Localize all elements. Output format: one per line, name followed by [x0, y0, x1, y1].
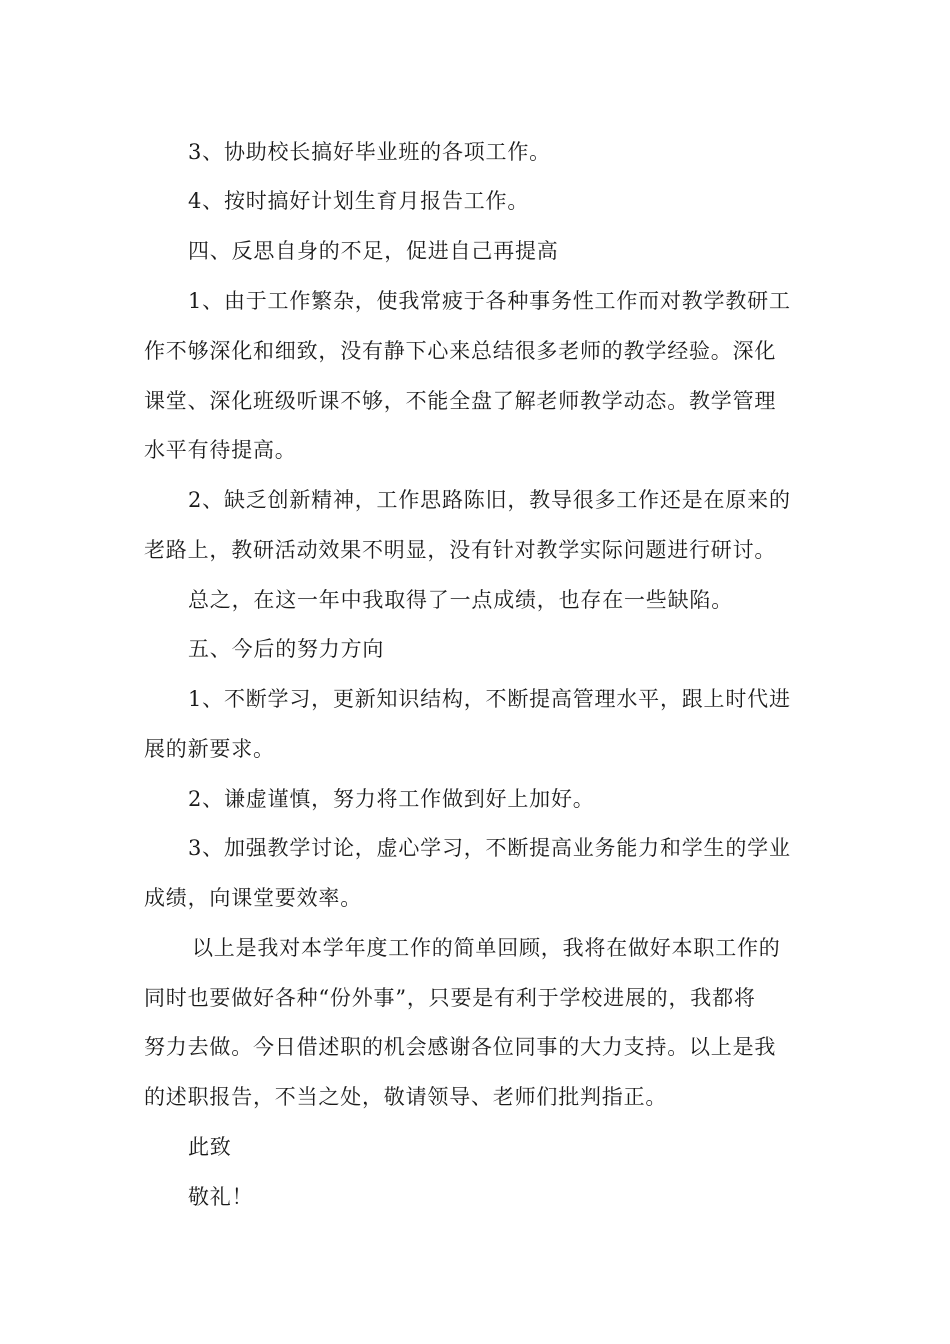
- paragraph-line: 的述职报告，不当之处，敬请领导、老师们批判指正。: [144, 1085, 668, 1109]
- paragraph-line: 成绩，向课堂要效率。: [144, 886, 362, 910]
- paragraph-summary: 总之，在这一年中我取得了一点成绩，也存在一些缺陷。: [188, 588, 733, 612]
- section-heading-future: 五、今后的努力方向: [188, 637, 385, 661]
- list-item-family-planning: 4、按时搞好计划生育月报告工作。: [188, 189, 530, 213]
- paragraph-line: 同时也要做好各种“份外事”，只要是有利于学校进展的，我都将: [144, 986, 756, 1010]
- paragraph-line: 作不够深化和细致，没有静下心来总结很多老师的教学经验。深化: [144, 339, 777, 363]
- paragraph-line: 2、缺乏创新精神，工作思路陈旧，教导很多工作还是在原来的: [188, 488, 791, 512]
- paragraph-line: 1、由于工作繁杂，使我常疲于各种事务性工作而对教学教研工: [188, 289, 791, 313]
- paragraph-line: 3、加强教学讨论，虚心学习，不断提高业务能力和学生的学业: [188, 836, 791, 860]
- paragraph-line: 2、谦虚谨慎，努力将工作做到好上加好。: [188, 787, 595, 811]
- list-item-assist-principal: 3、协助校长搞好毕业班的各项工作。: [188, 140, 551, 164]
- paragraph-line: 水平有待提高。: [144, 438, 297, 462]
- salutation-line: 敬礼！: [188, 1185, 254, 1209]
- paragraph-line: 1、不断学习，更新知识结构，不断提高管理水平，跟上时代进: [188, 687, 791, 711]
- paragraph-line: 展的新要求。: [144, 737, 275, 761]
- closing-line: 此致: [188, 1135, 232, 1159]
- paragraph-line: 以上是我对本学年度工作的简单回顾，我将在做好本职工作的: [192, 936, 781, 960]
- section-heading-reflection: 四、反思自身的不足，促进自己再提高: [188, 239, 559, 263]
- paragraph-line: 努力去做。今日借述职的机会感谢各位同事的大力支持。以上是我: [144, 1035, 777, 1059]
- paragraph-line: 课堂、深化班级听课不够，不能全盘了解老师教学动态。教学管理: [144, 389, 777, 413]
- paragraph-line: 老路上，教研活动效果不明显，没有针对教学实际问题进行研讨。: [144, 538, 777, 562]
